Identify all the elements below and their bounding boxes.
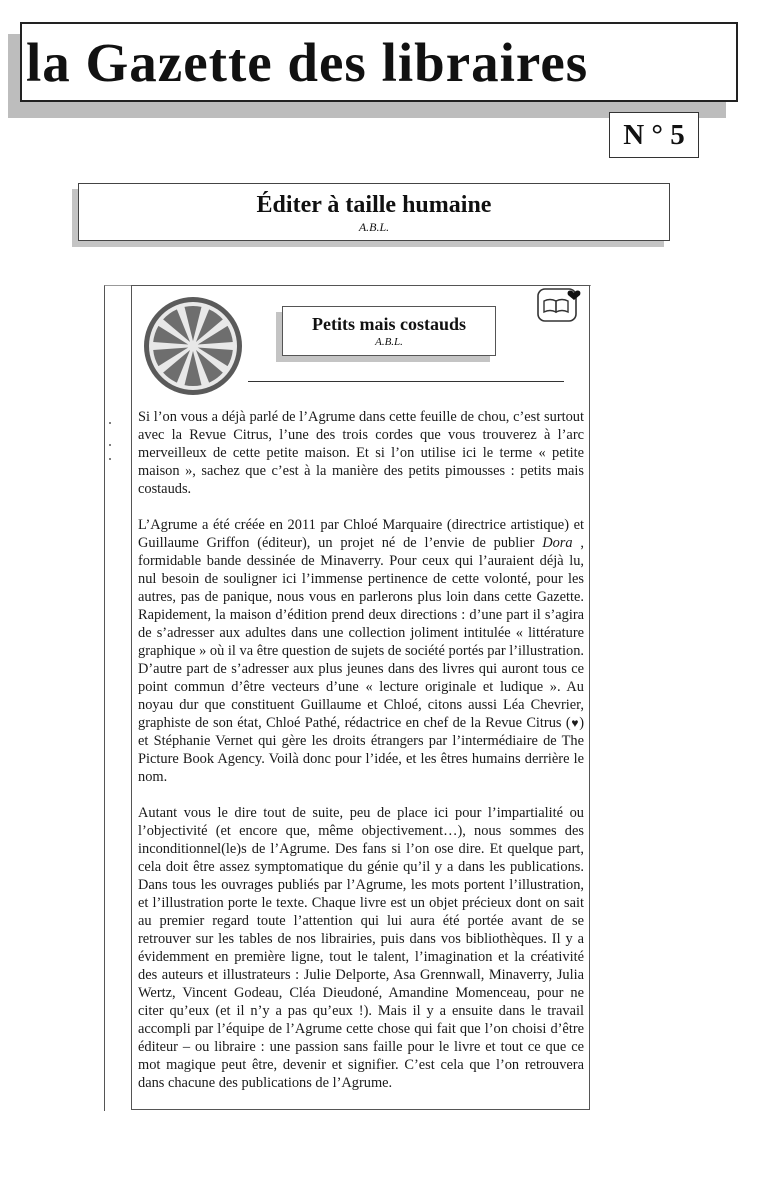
section-author: A.B.L.: [358, 220, 390, 234]
paragraph-text: L’Agrume a été créée en 2011 par Chloé Marquaire (directrice artistique) et Guillaume Griffon (éditeur), un projet né de l’envie de publier: [138, 517, 584, 551]
section-header-box: [78, 183, 670, 241]
margin-marks: [108, 415, 112, 475]
book-heart-icon: [535, 286, 585, 328]
paragraph-text: Si l’on vous a déjà parlé de l’Agrume dans cette feuille de chou, c’est surtout avec la Revue Citrus, l’une des trois cordes que vous trouverez à l’arc merveilleux de cette petite maison. Et si l’on utilise ici le terme « petite maison », sachez que c’est à la manière des petits pimousses : petits mais costauds.: [138, 409, 584, 497]
article-header-box: [282, 306, 496, 356]
heart-icon: ♥: [570, 716, 580, 730]
article-paragraph: [138, 804, 584, 1092]
article-paragraph: [138, 516, 584, 786]
article-body: [138, 408, 584, 1110]
paragraph-text: Autant vous le dire tout de suite, peu de place ici pour l’impartialité ou l’objectivité (et encore que, même objectivement…), nous sommes des inconditionnel(le)s de l’Agrume. Des fans si l’on ose dire. Et quelque part, cela doit être assez symptomatique du génie qu’il y a dans les publications. Dans tous les ouvrages publiés par l’Agrume, les mots portent l’illustration, et l’illustration porte le texte. Chaque livre est un objet précieux dont on sait au premier regard toute l’attention qui lui aura été portée avant de se retrouver sur les tables de nos librairies, puis dans vos bibliothèques. Il y a évidemment en première ligne, tout le talent, l’imagination et la créativité des auteurs et illustrateurs : Julie Delporte, Asa Grennwall, Minaverry, Julia Wertz, Vincent Godeau, Cléa Dieudoné, Amandine Momenceau, pour ne citer qu’eux (et il n’y a pas qu’eux !). Mais il y a ensuite dans le travail accompli par l’équipe de l’Agrume cette chose qui fait que l’on choisi d’être éditeur – ou libraire : une passion sans faille pour le livre et tout ce que ce mot magique peut être, devenir et signifier. C’est cela que l’on retrouvera dans chacune des publications de l’Agrume.: [138, 805, 584, 1091]
paragraph-text: , formidable bande dessinée de Minaverry. Pour ceux qui l’auraient déjà lu, nul besoin de souligner ici l’immense pertinence de cette volonté, pour les autres, pas de panique, nous vous en parlerons plus loin dans cette Gazette. Rapidement, la maison d’édition prend deux directions : d’une part il s’agira de s’adresser aux adultes dans une collection joliment intitulée « littérature graphique » où il va être question de sujets de société portés par l’illustration. D’autre part de s’adresser aux plus jeunes dans des livres qui auront tous ce point commun d’être vecteurs d’une « lecture originale et ludique ». Au noyau dur que constituent Guillaume et Chloé, citons aussi Léa Chevrier, graphiste de son état, Chloé Pathé, rédactrice en chef de la Revue Citrus (: [138, 535, 584, 731]
masthead: [8, 22, 740, 118]
book-title: Dora: [542, 535, 573, 551]
section-header: [72, 183, 670, 247]
article-paragraph: [138, 408, 584, 498]
article-author: A.B.L.: [375, 336, 403, 348]
section-title: Éditer à taille humaine: [256, 192, 492, 218]
header-rule: [248, 381, 564, 382]
publication-title: la Gazette des libraires: [26, 32, 589, 93]
issue-number: N ° 5: [609, 112, 699, 158]
article-header: [276, 306, 496, 362]
article-title: Petits mais costauds: [312, 314, 466, 334]
citrus-slice-icon: [143, 296, 243, 396]
paragraph-text: ) et Stéphanie Vernet qui gère les droits étrangers par l’intermédiaire de The Picture Book Agency. Voilà donc pour l’idée, et les êtres humains derrière le nom.: [138, 715, 585, 785]
